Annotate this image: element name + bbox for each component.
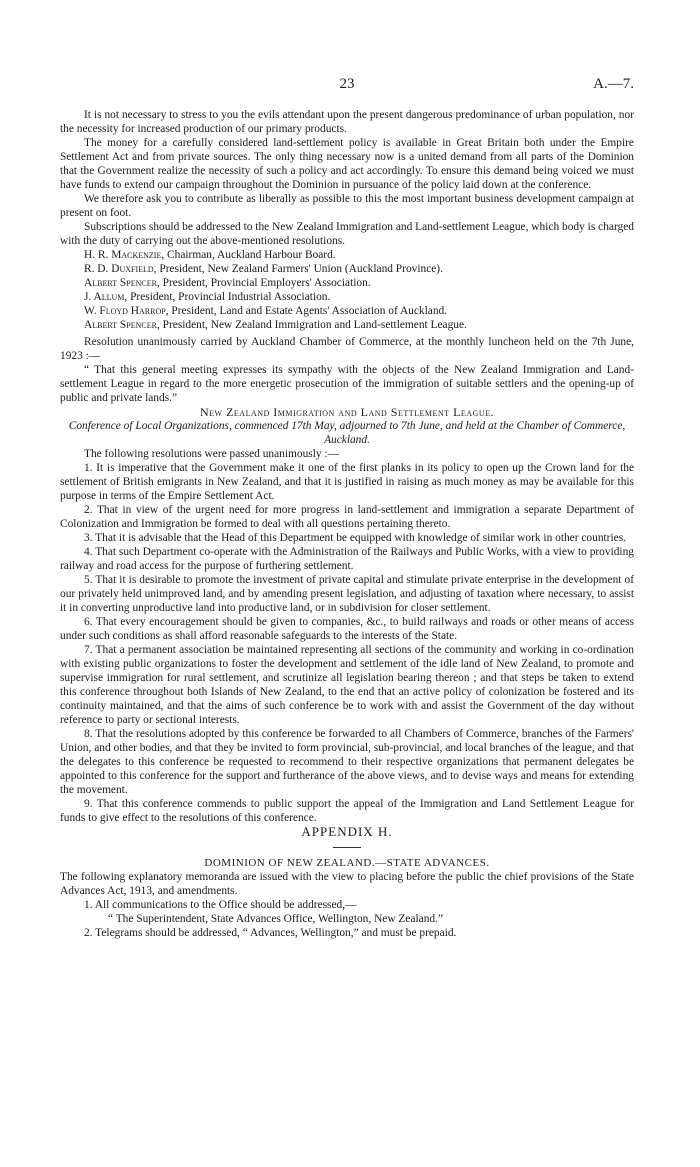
intro-paragraph: We therefore ask you to contribute as liberally as possible to this the most important business development campaign at present on foot.	[60, 193, 634, 219]
parliamentary-paper-code: A.—7.	[593, 76, 634, 92]
signatory-name: H. R. Mackenzie	[84, 249, 162, 261]
appendix-subtitle: DOMINION OF NEW ZEALAND.—STATE ADVANCES.	[204, 857, 490, 869]
resolution-item: 6. That every encouragement should be given to companies, &c., to build railways and roads or other means of access under such conditions as shall afford reasonable safeguards to the interests of the State.	[60, 616, 634, 642]
signatory	[60, 318, 634, 332]
appendix-address: “ The Superintendent, State Advances Office, Wellington, New Zealand.”	[108, 913, 444, 925]
signatory-name: Albert Spencer	[84, 277, 157, 289]
signatory-name: J. Allum	[84, 291, 125, 303]
conference-caption: Conference of Local Organizations, commenced 17th May, adjourned to 7th June, and held at the Chamber of Commerce, Auckland.	[68, 420, 626, 446]
resolution-item: 4. That such Department co-operate with the Administration of the Railways and Public Works, with a view to providing railway and road access for the purpose of furthering settlement.	[60, 546, 634, 572]
appendix-item: 2. Telegrams should be addressed, “ Advances, Wellington,” and must be prepaid.	[84, 927, 457, 939]
appendix-item: 1. All communications to the Office should be addressed,—	[84, 899, 357, 911]
signatory-role: , Chairman, Auckland Harbour Board.	[161, 249, 336, 261]
resolution-item: 1. It is imperative that the Government make it one of the first planks in its policy to open up the Crown land for the settlement of British emigrants in New Zealand, and that it is justified in raising as much money as may be available for this purpose in terms of the Empire Settlement Act.	[60, 462, 634, 502]
resolution-intro: Resolution unanimously carried by Auckland Chamber of Commerce, at the monthly luncheon held on the 7th June, 1923 :—	[60, 336, 634, 362]
intro-paragraph: Subscriptions should be addressed to the New Zealand Immigration and Land-settlement League, which body is charged with the duty of carrying out the above-mentioned resolutions.	[60, 221, 634, 247]
signatory-name: W. Floyd Harrop	[84, 305, 166, 317]
resolutions-intro: The following resolutions were passed unanimously :—	[84, 448, 339, 460]
signatory-role: , President, New Zealand Immigration and Land-settlement League.	[156, 319, 467, 331]
signatory-role: , President, Provincial Industrial Association.	[124, 291, 331, 303]
league-heading: New Zealand Immigration and Land Settlement League.	[199, 405, 494, 419]
page-body	[60, 108, 634, 940]
signatory	[60, 262, 634, 276]
signatory-name: Albert Spencer	[84, 319, 157, 331]
resolution-item: 2. That in view of the urgent need for more progress in land-settlement and immigration a separate Department of Colonization and Immigration be formed to deal with all questions pertaining thereto.	[60, 504, 634, 530]
resolution-item: 9. That this conference commends to public support the appeal of the Immigration and Land Settlement League for funds to give effect to the resolutions of this conference.	[60, 798, 634, 824]
resolution-quote: “ That this general meeting expresses its sympathy with the objects of the New Zealand Immigration and Land-settlement League in regard to the more energetic prosecution of the immigration of suitable settlers and the opening-up of public and private lands.”	[60, 364, 634, 404]
signatory	[60, 248, 634, 262]
signatory-role: , President, Provincial Employers' Association.	[156, 277, 371, 289]
signatory-name: R. D. Duxfield	[84, 263, 154, 275]
page-number: 23	[339, 76, 355, 92]
resolution-item: 8. That the resolutions adopted by this conference be forwarded to all Chambers of Commerce, branches of the Farmers' Union, and other bodies, and that they be invited to form provincial, sub-provincial, and local branches of the league, and that the delegates to this conference be requested to recommend to their respective organizations that permanent delegates be appointed to this conference for the support and furtherance of the above views, and to devise ways and means for extending the movement.	[60, 728, 634, 796]
resolution-item: 3. That it is advisable that the Head of this Department be equipped with knowledge of similar work in other countries.	[84, 532, 626, 544]
signatory-list	[60, 248, 634, 332]
signatory	[60, 304, 634, 318]
page-header	[60, 76, 634, 96]
appendix-intro: The following explanatory memoranda are issued with the view to placing before the public the chief provisions of the State Advances Act, 1913, and amendments.	[60, 871, 634, 897]
section-rule	[333, 847, 361, 848]
resolution-list	[60, 461, 634, 825]
intro-paragraph: It is not necessary to stress to you the evils attendant upon the present dangerous predominance of urban population, nor the necessity for increased production of our primary products.	[60, 109, 634, 135]
appendix-title: APPENDIX H.	[301, 824, 393, 839]
intro-paragraph: The money for a carefully considered land-settlement policy is available in Great Britain both under the Empire Settlement Act and from private sources. The only thing necessary now is a united demand from all parts of the Dominion that the Government realize the necessity of such a policy and act accordingly. To ensure this demand being voiced we must have funds to extend our campaign throughout the Dominion in pursuance of the policy laid down at the conference.	[60, 137, 634, 191]
resolution-item: 7. That a permanent association be maintained representing all sections of the community and working in co-ordination with existing public organizations to foster the development and settlement of the idle land of New Zealand, to promote and supervise immigration for rural settlement, and scrutinize all legislation bearing thereon ; and that steps be taken to extend this conference throughout both Islands of New Zealand, to the end that an active policy of colonization be fostered and its continuity maintained, and that the aims of such conference be to work with and assist the Government of the day without reference to party or sectional interests.	[60, 644, 634, 726]
resolution-item: 5. That it is desirable to promote the investment of private capital and stimulate private enterprise in the development of our privately held unimproved land, and by amending present legislation, and adjusting of taxation where necessary, to assist it in converting unproductive land into productive land, or in subdivision for closer settlement.	[60, 574, 634, 614]
signatory	[60, 290, 634, 304]
signatory	[60, 276, 634, 290]
signatory-role: , President, New Zealand Farmers' Union (Auckland Province).	[153, 263, 443, 275]
signatory-role: , President, Land and Estate Agents' Association of Auckland.	[165, 305, 448, 317]
